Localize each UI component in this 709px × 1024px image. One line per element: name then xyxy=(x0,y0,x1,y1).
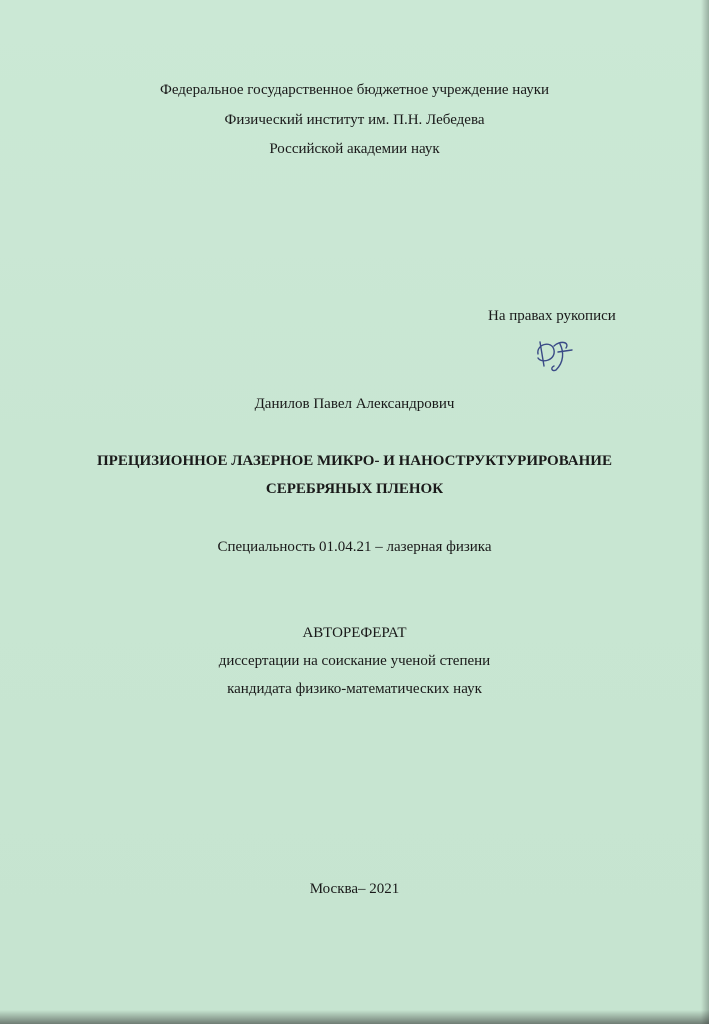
specialty-line: Специальность 01.04.21 – лазерная физика xyxy=(217,539,492,555)
abstract-line-2: кандидата физико-математических наук xyxy=(227,681,482,697)
city-year: Москва– 2021 xyxy=(309,881,400,897)
page-edge-shadow-bottom xyxy=(0,1010,709,1024)
title-line-1: ПРЕЦИЗИОННОЕ ЛАЗЕРНОЕ МИКРО- И НАНОСТРУКТУРИРОВАНИЕ xyxy=(97,453,612,469)
manuscript-note: На правах рукописи xyxy=(488,308,616,324)
institution-line-3: Российской академии наук xyxy=(269,141,440,157)
page-edge-shadow-right xyxy=(701,0,709,1024)
signature-mark xyxy=(530,334,580,374)
title-line-2: СЕРЕБРЯНЫХ ПЛЕНОК xyxy=(265,481,444,497)
abstract-heading: АВТОРЕФЕРАТ xyxy=(302,625,407,641)
institution-line-2: Физический институт им. П.Н. Лебедева xyxy=(224,112,485,128)
institution-line-1: Федеральное государственное бюджетное учреждение науки xyxy=(159,82,550,98)
abstract-line-1: диссертации на соискание ученой степени xyxy=(218,653,491,669)
author-name: Данилов Павел Александрович xyxy=(254,396,455,412)
